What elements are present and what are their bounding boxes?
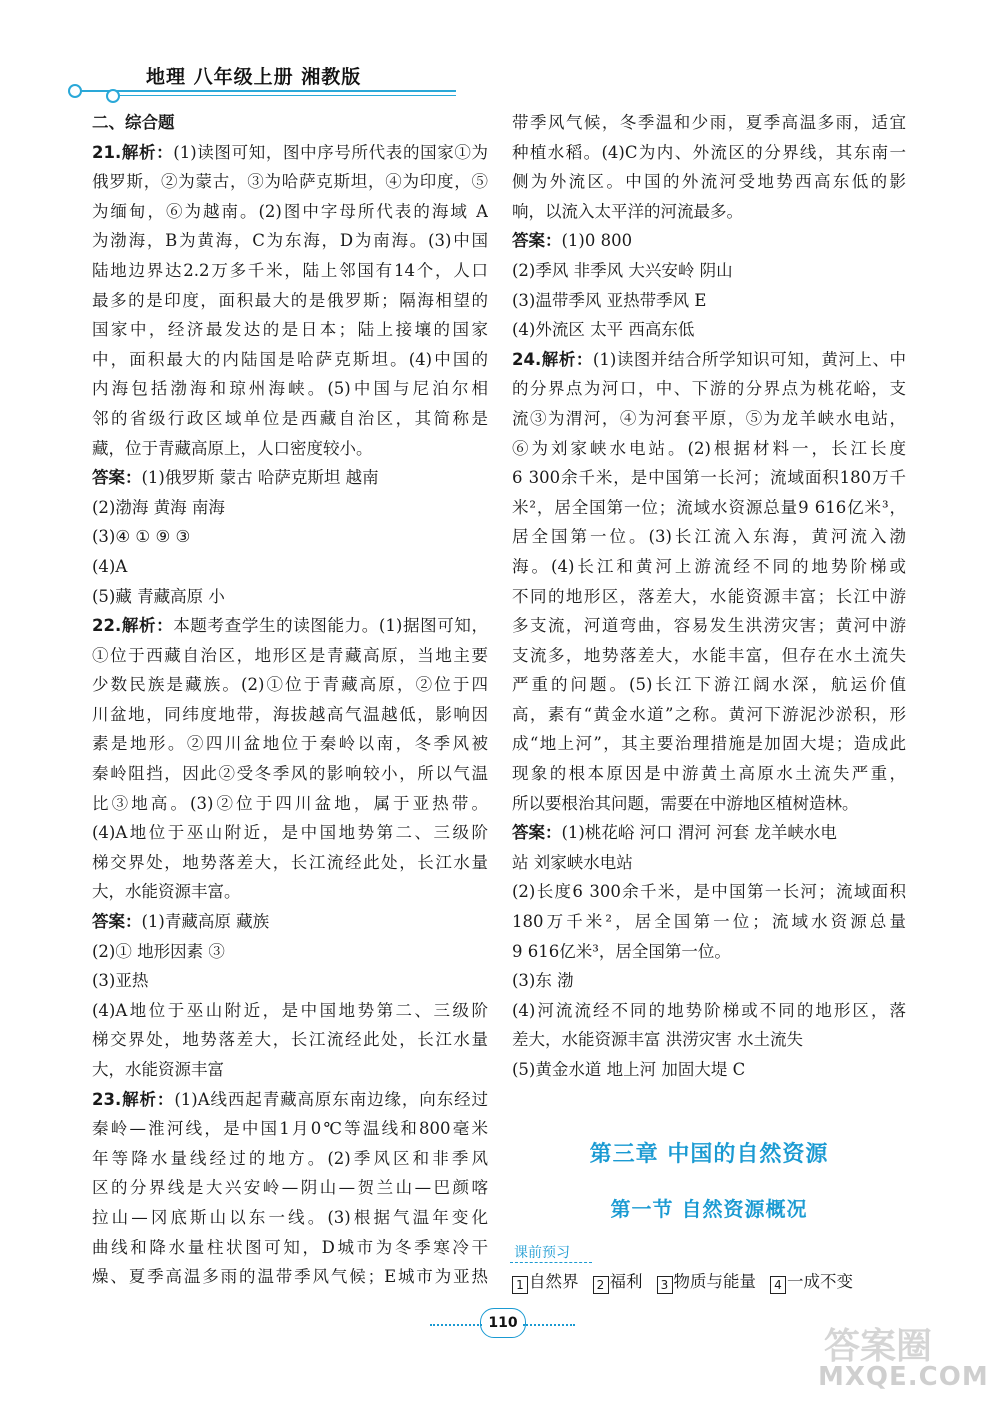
text-line — [92, 966, 488, 996]
line-text: 多支流，河道弯曲，容易发生洪涝灾害；黄河中游 — [512, 616, 906, 636]
page-number-area — [430, 1302, 575, 1342]
line-text: (5)黄金水道 地上河 加固大堤 C — [512, 1060, 746, 1079]
page-number: 110 — [480, 1308, 526, 1338]
line-text: (3)东 渤 — [512, 971, 574, 991]
line-text: ①位于西藏自治区，地形区是青藏高原，当地主要 — [92, 645, 488, 665]
line-text: (2)① 地形因素 ③ — [92, 941, 225, 961]
line-text: 大，水能资源丰富 — [92, 1060, 224, 1079]
text-line — [92, 789, 488, 819]
text-line — [92, 937, 488, 967]
line-text: 流③为渭河，④为河套平原，⑤为龙羊峡水电站， — [512, 408, 906, 428]
text-line — [512, 1025, 906, 1055]
text-line — [512, 286, 906, 316]
text-line — [512, 818, 906, 848]
line-text: 站 刘家峡水电站 — [512, 852, 633, 872]
line-text: (1)青藏高原 藏族 — [141, 912, 270, 932]
text-line — [512, 345, 906, 375]
header-circle-ornament — [68, 84, 82, 98]
text-line — [92, 1025, 488, 1055]
preview-answers — [512, 1268, 867, 1294]
line-text: 居全国第一位。(3)长江流入东海，黄河流入渤 — [512, 527, 906, 547]
text-line — [512, 759, 906, 789]
line-text: 中，面积最大的内陆国是哈萨克斯坦。(4)中国的 — [92, 349, 488, 369]
line-text: (1)桃花峪 河口 渭河 河套 龙羊峡水电 — [561, 823, 837, 843]
line-text: 种植水稻。(4)C为内、外流区的分界线，其东南一 — [512, 142, 906, 162]
line-text: 差大，水能资源丰富 洪涝灾害 水土流失 — [512, 1030, 803, 1050]
line-text: 所以要根治其问题，需要在中游地区植树造林。 — [512, 793, 859, 813]
line-text: 川盆地，同纬度地带，海拔越高气温越低，影响因 — [92, 704, 488, 724]
line-label: 24.解析： — [512, 349, 593, 369]
text-line — [512, 167, 906, 197]
line-text: 支流多，地势落差大，水能丰富，但存在水土流失 — [512, 645, 906, 665]
line-text: 区的分界线是大兴安岭—阴山—贺兰山—巴颜喀 — [92, 1178, 488, 1198]
line-text: (1)0 800 — [561, 231, 633, 251]
line-text: 为缅甸，⑥为越南。(2)图中字母所代表的海域 A — [92, 201, 488, 221]
header-rule — [78, 90, 456, 92]
answer-number-box: 4 — [770, 1276, 786, 1294]
line-text: 国家中，经济最发达的是日本；陆上接壤的国家 — [92, 320, 488, 340]
text-line — [512, 108, 906, 138]
text-line — [92, 552, 488, 582]
text-line — [92, 493, 488, 523]
line-text: 拉山—冈底斯山以东一线。(3)根据气温年变化 — [92, 1207, 488, 1227]
line-text: 本题考查学生的读图能力。(1)据图可知， — [173, 616, 488, 636]
line-text: 比③地高。(3)②位于四川盆地，属于亚热带。 — [92, 793, 488, 813]
text-line — [92, 848, 488, 878]
watermark-logo-text: 答案圈 — [824, 1326, 933, 1367]
line-text: 高，素有“黄金水道”之称。黄河下游泥沙淤积，形 — [512, 704, 906, 724]
line-text: (2)季风 非季风 大兴安岭 阴山 — [512, 260, 733, 280]
text-line — [92, 345, 488, 375]
text-line — [92, 1233, 488, 1263]
line-label: 答案： — [512, 231, 562, 251]
text-line — [512, 641, 906, 671]
line-label: 22.解析： — [92, 616, 174, 636]
text-line — [92, 907, 488, 937]
line-text: 俄罗斯，②为蒙古，③为哈萨克斯坦，④为印度，⑤ — [92, 172, 488, 192]
text-line — [92, 374, 488, 404]
line-text: 内海包括渤海和琼州海峡。(5)中国与尼泊尔相 — [92, 379, 488, 399]
text-line — [92, 759, 488, 789]
text-line — [512, 848, 906, 878]
answer-number-box: 1 — [512, 1276, 528, 1294]
section-title: 第一节 自然资源概况 — [610, 1197, 808, 1221]
line-text: 梯交界处，地势落差大，长江流经此处，长江水量 — [92, 852, 488, 872]
text-line — [92, 1085, 488, 1115]
answer-number-box: 2 — [593, 1276, 609, 1294]
answer-text: 福利 — [609, 1272, 643, 1291]
line-text: (4)A地位于巫山附近，是中国地势第二、三级阶 — [92, 1000, 488, 1020]
line-text: 9 616亿米³，居全国第一位。 — [512, 941, 731, 961]
line-text: 成“地上河”，其主要治理措施是加固大堤；造成此 — [512, 734, 906, 754]
text-line — [512, 789, 906, 819]
text-line — [512, 582, 906, 612]
answer-text: 一成不变 — [787, 1272, 853, 1291]
line-text: (4)河流流经不同的地势阶梯或不同的地形区，落 — [512, 1000, 906, 1020]
line-text: (4)A地位于巫山附近，是中国地势第二、三级阶 — [92, 823, 488, 843]
text-line — [92, 108, 488, 138]
text-line — [92, 167, 488, 197]
line-text: (1)俄罗斯 蒙古 哈萨克斯坦 越南 — [141, 468, 379, 488]
text-line — [512, 966, 906, 996]
line-text: 梯交界处，地势落差大，长江流经此处，长江水量 — [92, 1030, 488, 1050]
line-text: 6 300余千米，是中国第一长河；流域面积180万千 — [512, 468, 906, 488]
line-text: (4)外流区 太平 西高东低 — [512, 320, 695, 340]
line-text: 秦岭—淮河线，是中国1月0℃等温线和800毫米 — [92, 1119, 488, 1139]
text-line — [92, 1262, 488, 1292]
text-line — [512, 138, 906, 168]
text-line — [512, 996, 906, 1026]
text-line — [92, 670, 488, 700]
text-line — [92, 818, 488, 848]
line-text: 180万千米²，居全国第一位；流域水资源总量 — [512, 912, 906, 932]
line-text: (1)A线西起青藏高原东南边缘，向东经过 — [174, 1089, 488, 1109]
line-text: 陆地边界达2.2万多千米，陆上邻国有14个，人口 — [92, 260, 488, 280]
line-text: 大，水能资源丰富。 — [92, 882, 241, 902]
preview-answer-item — [593, 1272, 643, 1291]
text-line — [512, 315, 906, 345]
text-line — [512, 256, 906, 286]
text-line — [512, 729, 906, 759]
line-text: 米²，居全国第一位；流域水资源总量9 616亿米³， — [512, 497, 906, 517]
line-label: 21.解析： — [92, 142, 174, 162]
page-header — [66, 58, 456, 104]
line-label: 答案： — [512, 823, 562, 843]
answer-text: 自然界 — [529, 1272, 579, 1291]
text-line — [92, 877, 488, 907]
text-line — [512, 434, 906, 464]
text-line — [512, 374, 906, 404]
line-text: 秦岭阻挡，因此②受冬季风的影响较小，所以气温 — [92, 764, 488, 784]
watermark-logo — [818, 1318, 988, 1398]
right-column — [512, 108, 906, 1085]
text-line — [92, 1144, 488, 1174]
line-label: 23.解析： — [92, 1089, 175, 1109]
page-number-dots-right — [523, 1324, 575, 1326]
line-text: 响，以流入太平洋的河流最多。 — [512, 201, 743, 221]
text-line — [92, 197, 488, 227]
preview-answer-item — [512, 1272, 579, 1291]
header-rule-secondary — [116, 95, 456, 96]
line-text: 年等降水量线经过的地方。(2)季风区和非季风 — [92, 1148, 488, 1168]
line-text: (1)读图并结合所学知识可知，黄河上、中 — [592, 349, 906, 369]
line-text: 邻的省级行政区域单位是西藏自治区，其简称是 — [92, 408, 488, 428]
text-line — [92, 434, 488, 464]
text-line — [92, 996, 488, 1026]
line-text: 的分界点为河口，中、下游的分界点为桃花峪，支 — [512, 379, 906, 399]
line-text: (3)温带季风 亚热带季风 E — [512, 290, 707, 310]
text-line — [512, 937, 906, 967]
text-line — [92, 138, 488, 168]
text-line — [512, 611, 906, 641]
text-line — [92, 1173, 488, 1203]
left-column — [92, 108, 488, 1292]
text-line — [92, 286, 488, 316]
chapter-title: 第三章 中国的自然资源 — [589, 1142, 829, 1167]
line-text: 海。(4)长江和黄河上游流经不同的地势阶梯或 — [512, 556, 906, 576]
text-line — [512, 463, 906, 493]
text-line — [512, 1055, 906, 1085]
text-line — [92, 315, 488, 345]
preview-underline — [510, 1262, 592, 1263]
line-label: 答案： — [92, 912, 142, 932]
line-text: 为渤海，B为黄海，C为东海，D为南海。(3)中国 — [92, 231, 488, 251]
text-line — [92, 582, 488, 612]
text-line — [512, 907, 906, 937]
line-text: 曲线和降水量柱状图可知，D城市为冬季寒冷干 — [92, 1237, 488, 1257]
line-text: (3)亚热 — [92, 971, 149, 991]
text-line — [92, 256, 488, 286]
page-number-dots-left — [430, 1324, 482, 1326]
line-text: (3)④ ① ⑨ ③ — [92, 527, 191, 547]
line-text: (2)长度6 300余千米，是中国第一长河；流域面积 — [512, 882, 906, 902]
answer-number-box: 3 — [657, 1276, 673, 1294]
line-text: (1)读图可知，图中序号所代表的国家①为 — [173, 142, 488, 162]
text-line — [512, 493, 906, 523]
line-text: 二、综合题 — [92, 113, 175, 132]
text-line — [512, 670, 906, 700]
preview-answer-item — [770, 1272, 853, 1291]
text-line — [512, 404, 906, 434]
line-text: 少数民族是藏族。(2)①位于青藏高原，②位于四 — [92, 675, 488, 695]
line-text: (2)渤海 黄海 南海 — [92, 497, 225, 517]
answer-text: 物质与能量 — [673, 1272, 756, 1291]
line-text: 现象的根本原因是中游黄土高原水土流失严重， — [512, 764, 906, 784]
text-line — [92, 226, 488, 256]
header-title: 地理 八年级上册 湘教版 — [146, 66, 362, 88]
text-line — [92, 611, 488, 641]
text-line — [92, 700, 488, 730]
line-text: 不同的地形区，落差大，水能资源丰富；长江中游 — [512, 586, 906, 606]
text-line — [92, 404, 488, 434]
line-text: 带季风气候，冬季温和少雨，夏季高温多雨，适宜 — [512, 113, 906, 132]
text-line — [512, 522, 906, 552]
header-circle-ornament — [106, 89, 120, 103]
line-text: 侧为外流区。中国的外流河受地势西高东低的影 — [512, 172, 906, 192]
text-line — [512, 877, 906, 907]
text-line — [92, 1055, 488, 1085]
line-text: 素是地形。②四川盆地位于秦岭以南，冬季风被 — [92, 734, 488, 754]
text-line — [92, 463, 488, 493]
line-text: (5)藏 青藏高原 小 — [92, 586, 225, 606]
line-text: ⑥为刘家峡水电站。(2)根据材料一，长江长度 — [512, 438, 906, 458]
text-line — [92, 1203, 488, 1233]
text-line — [512, 552, 906, 582]
line-text: 最多的是印度，面积最大的是俄罗斯；隔海相望的 — [92, 290, 488, 310]
text-line — [92, 729, 488, 759]
line-text: 严重的问题。(5)长江下游江阔水深，航运价值 — [512, 675, 906, 695]
text-line — [92, 1114, 488, 1144]
watermark-url: MXQE.COM — [818, 1362, 989, 1392]
text-line — [512, 226, 906, 256]
text-line — [512, 700, 906, 730]
line-label: 答案： — [92, 468, 142, 488]
line-text: 藏，位于青藏高原上，人口密度较小。 — [92, 438, 373, 458]
text-line — [92, 641, 488, 671]
preview-label: 课前预习 — [514, 1245, 570, 1261]
line-text: (4)A — [92, 556, 128, 576]
preview-answer-item — [657, 1272, 757, 1291]
line-text: 燥、夏季高温多雨的温带季风气候；E城市为亚热 — [92, 1267, 488, 1287]
text-line — [512, 197, 906, 227]
text-line — [92, 522, 488, 552]
